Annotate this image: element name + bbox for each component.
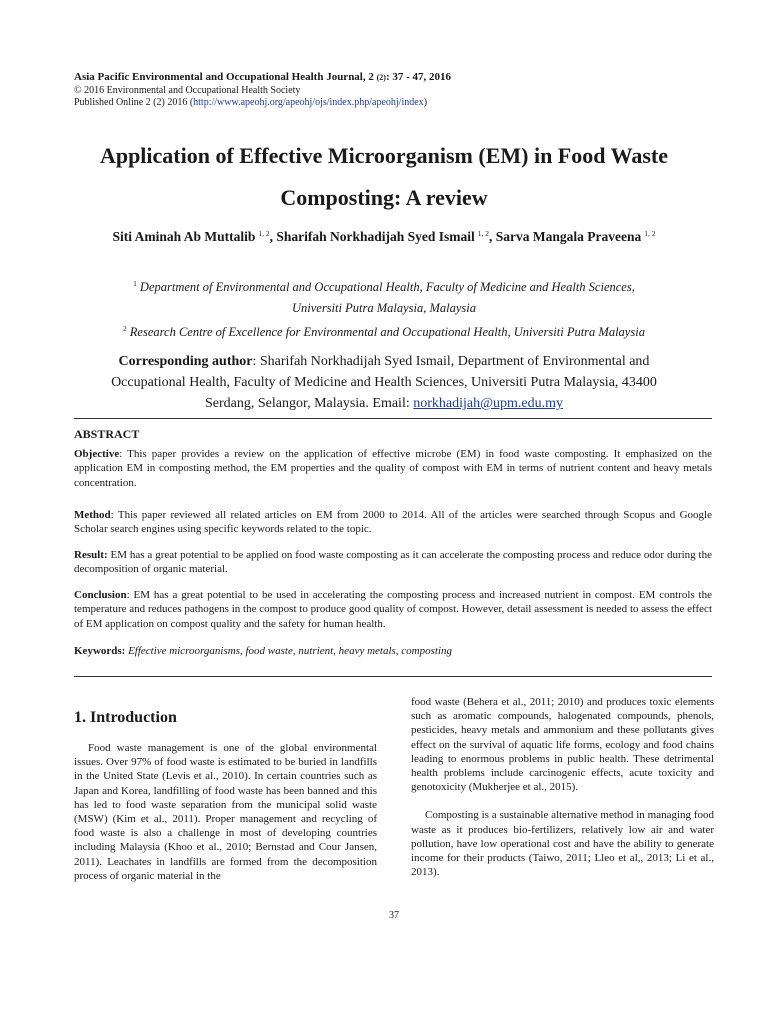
author-list: Siti Aminah Ab Muttalib $^{1, 2}$, Sharifah Norkhadijah Syed Ismail $^{1, 2}$, Sarva Mangala Praveena $^{1, 2}$ <box>112 229 656 244</box>
divider <box>74 418 712 419</box>
title-line-2: Composting: A review <box>280 185 488 210</box>
paper-title <box>74 135 694 219</box>
intro-paragraph: Food waste management is one of the global environmental issues. Over 97% of food waste is estimated to be buried in landfills in the United State (Levis et al., 2010). In certain countries such as Japan and Korea, landfilling of food waste has been banned and this has led to food waste separation from the municipal solid waste (MSW) (Kim et al., 2011). Proper management and recycling of food waste is also a challenge in most of developing countries including Malaysia (Khoo et al., 2010; Bernstad and Cour Jansen, 2011). Leachates in landfills are formed from the decomposition process of organic material in the <box>74 742 377 882</box>
journal-url-link[interactable]: http://www.apeohj.org/apeohj/ojs/index.php/apeohj/index <box>193 97 424 108</box>
affiliation-1: $^1$ Department of Environmental and Occupational Health, Faculty of Medicine and Health Sciences, Universiti Putra Malaysia, Malaysia <box>133 279 635 315</box>
abstract-objective: Objective: This paper provides a review on the application of effective microbe (EM) in food waste composting. It emphasized on the application EM in composting method, the EM properties and the quality of compost with EM in terms of nutrient content and heavy metals concentration. <box>74 448 712 489</box>
right-column <box>411 695 714 879</box>
abstract-heading: ABSTRACT <box>74 427 140 441</box>
email-link[interactable]: norkhadijah@upm.edu.my <box>413 396 563 411</box>
author-name: Sharifah Norkhadijah Syed Ismail <box>276 229 475 244</box>
left-column <box>74 741 377 883</box>
affiliation-2: $^2$ Research Centre of Excellence for Environmental and Occupational Health, Universiti Putra Malaysia <box>123 324 645 339</box>
author-name: Siti Aminah Ab Muttalib <box>112 229 256 244</box>
abstract-method: Method: This paper reviewed all related articles on EM from 2000 to 2014. All of the articles were searched through Scopus and Google Scholar search engines using specific keywords related to the topic. <box>74 509 712 536</box>
author-affiliation: 1, 2 <box>644 229 656 238</box>
author-affiliation: 1, 2 <box>477 229 490 238</box>
section-heading-introduction: 1. Introduction <box>74 709 177 726</box>
corresponding-author: Corresponding author: Sharifah Norkhadijah Syed Ismail, Department of Environmental and Occupational Health, Faculty of Medicine and Health Sciences, Universiti Putra Malaysia, 43400 Serdang, Selangor, Malaysia. Email: norkhadijah@upm.edu.my <box>111 354 657 411</box>
journal-header <box>74 71 451 110</box>
intro-paragraph: food waste (Behera et al., 2011; 2010) and produces toxic elements such as aromatic compounds, halogenated compounds, phenols, pesticides, heavy metals and ammonium and these pollutants gives effect on the survival of aquatic life forms, ecology and food chains leading to enormous problems in public health. These detrimental health problems include carcinogenic effects, acute toxicity and genotoxicity (Mukherjee et al., 2015). <box>411 696 714 794</box>
published-line: Published Online 2 (2) 2016 (http://www.apeohj.org/apeohj/ojs/index.php/apeohj/index) <box>74 97 428 108</box>
divider <box>74 676 712 677</box>
author-name: Sarva Mangala Praveena <box>495 229 642 244</box>
abstract-result: Result: EM has a great potential to be applied on food waste composting as it can accelerate the composting process and reduce odor during the decomposition of organic material. <box>74 549 712 576</box>
abstract-keywords: Keywords: Effective microorganisms, food waste, nutrient, heavy metals, composting <box>74 645 453 657</box>
abstract-conclusion: Conclusion: EM has a great potential to be used in accelerating the composting process and increased nutrient in compost. EM controls the temperature and reduces pathogens in the compost to produce good quality of compost. However, detail assessment is needed to assess the effect of EM application on compost quality and the safety for human health. <box>74 589 712 630</box>
title-line-1: Application of Effective Microorganism (EM) in Food Waste <box>99 143 669 168</box>
journal-citation: Asia Pacific Environmental and Occupational Health Journal, 2 (2): 37 - 47, 2016 <box>74 71 452 83</box>
author-affiliation: 1, 2 <box>258 229 270 238</box>
page-number: 37 <box>389 910 399 921</box>
copyright-line: © 2016 Environmental and Occupational Health Society <box>74 84 301 96</box>
intro-paragraph: Composting is a sustainable alternative method in managing food waste as it produces bio-fertilizers, relatively low air and water pollution, have low operational cost and have the ability to generate income for their products (Taiwo, 2011; Lleo et al,, 2013; Li et al., 2013). <box>411 809 714 879</box>
